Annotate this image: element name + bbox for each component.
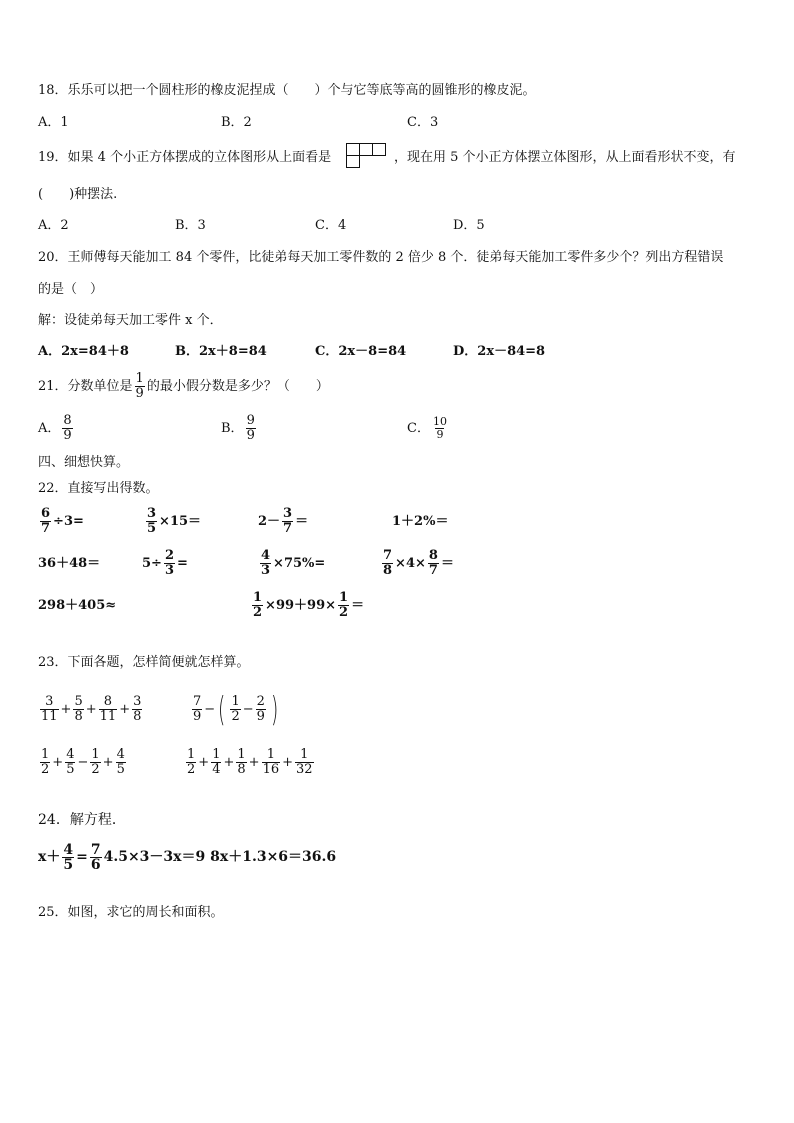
- q24-title: 24．解方程．: [38, 812, 126, 828]
- q20-option-d[interactable]: D．2x－84=8: [453, 344, 546, 359]
- q22-expr-1: $\frac{6}{7}$ ÷3=: [41, 506, 84, 536]
- q24-equations: x＋ $\frac{4}{5}$ = $\frac{7}{6}$ 4.5×3－3x＝9 8x＋1.3×6＝36.6: [38, 841, 337, 873]
- section-heading: 四、细想快算。: [38, 455, 130, 470]
- q19-option-a[interactable]: A．2: [38, 218, 69, 233]
- q20-stem-line1: 20．王师傅每天能加工 84 个零件，比徒弟每天加工零件数的 2 倍少 8 个．徒弟每天能加工零件多少个？列出方程错误: [38, 250, 724, 265]
- q22-title: 22．直接写出得数。: [38, 481, 159, 496]
- q23-title: 23．下面各题，怎样简便就怎样算。: [38, 655, 250, 670]
- q19-stem-line2: ( )种摆法.: [38, 187, 118, 202]
- fraction-unit: $\frac{1}{9}$: [135, 371, 144, 401]
- q22-expr-4: 1＋2%＝: [392, 514, 449, 529]
- q19-option-d[interactable]: D．5: [453, 218, 485, 233]
- top-view-figure: [346, 143, 392, 173]
- q22-expr-6: 5÷ $\frac{2}{3}$ =: [142, 548, 188, 578]
- q22-expr-2: $\frac{3}{5}$ ×15＝: [147, 506, 202, 536]
- q21-option-c[interactable]: C． $\frac{10}{9}$: [407, 415, 447, 441]
- q19-stem-part2: ，现在用 5 个小正方体摆立体图形，从上面看形状不变，有: [394, 150, 736, 165]
- q18-option-b[interactable]: B．2: [221, 115, 252, 130]
- q20-solution-setup: 解：设徒弟每天加工零件 x 个．: [38, 313, 223, 328]
- q23-expr-4: $\frac{1}{2}$ + $\frac{1}{4}$ + $\frac{1}{8}$ + $\frac{1}{16}$ + $\frac{1}{32}$: [187, 747, 313, 777]
- q22-expr-8: $\frac{7}{8}$ ×4× $\frac{8}{7}$ ＝: [383, 548, 454, 578]
- q22-expr-10: $\frac{1}{2}$ ×99＋99× $\frac{1}{2}$ ＝: [253, 590, 365, 620]
- q20-option-a[interactable]: A．2x=84＋8: [38, 344, 129, 359]
- q22-expr-5: 36＋48＝: [38, 556, 101, 571]
- q18-option-c[interactable]: C．3: [407, 115, 439, 130]
- q18-option-a[interactable]: A．1: [38, 115, 69, 130]
- q20-option-b[interactable]: B．2x＋8=84: [175, 344, 267, 359]
- q19-stem-part1: 19．如果 4 个小正方体摆成的立体图形从上面看是: [38, 150, 332, 165]
- q25-stem: 25．如图，求它的周长和面积。: [38, 905, 224, 920]
- q21-option-a[interactable]: A． $\frac{8}{9}$: [38, 413, 72, 443]
- q23-expr-3: $\frac{1}{2}$ + $\frac{4}{5}$ − $\frac{1}{2}$ + $\frac{4}{5}$: [41, 747, 125, 777]
- q23-expr-1: $\frac{3}{11}$ + $\frac{5}{8}$ + $\frac{8}{11}$ + $\frac{3}{8}$: [41, 694, 142, 724]
- q20-stem-line2: 的是（ ）: [38, 282, 104, 297]
- q19-option-c[interactable]: C．4: [315, 218, 347, 233]
- q22-expr-9: 298＋405≈: [38, 598, 117, 613]
- q21-option-b[interactable]: B． $\frac{9}{9}$: [221, 413, 255, 443]
- q23-expr-2: $\frac{7}{9}$ −( $\frac{1}{2}$ − $\frac{2}{9}$ ): [193, 689, 279, 730]
- q22-expr-3: 2－ $\frac{3}{7}$ ＝: [258, 506, 309, 536]
- q18-stem: 18．乐乐可以把一个圆柱形的橡皮泥捏成（ ）个与它等底等高的圆锥形的橡皮泥。: [38, 83, 536, 98]
- q22-expr-7: $\frac{4}{3}$ ×75%=: [261, 548, 326, 578]
- q19-option-b[interactable]: B．3: [175, 218, 206, 233]
- q21-stem: 21．分数单位是 $\frac{1}{9}$ 的最小假分数是多少？（ ）: [38, 371, 329, 401]
- q20-option-c[interactable]: C．2x－8=84: [315, 344, 407, 359]
